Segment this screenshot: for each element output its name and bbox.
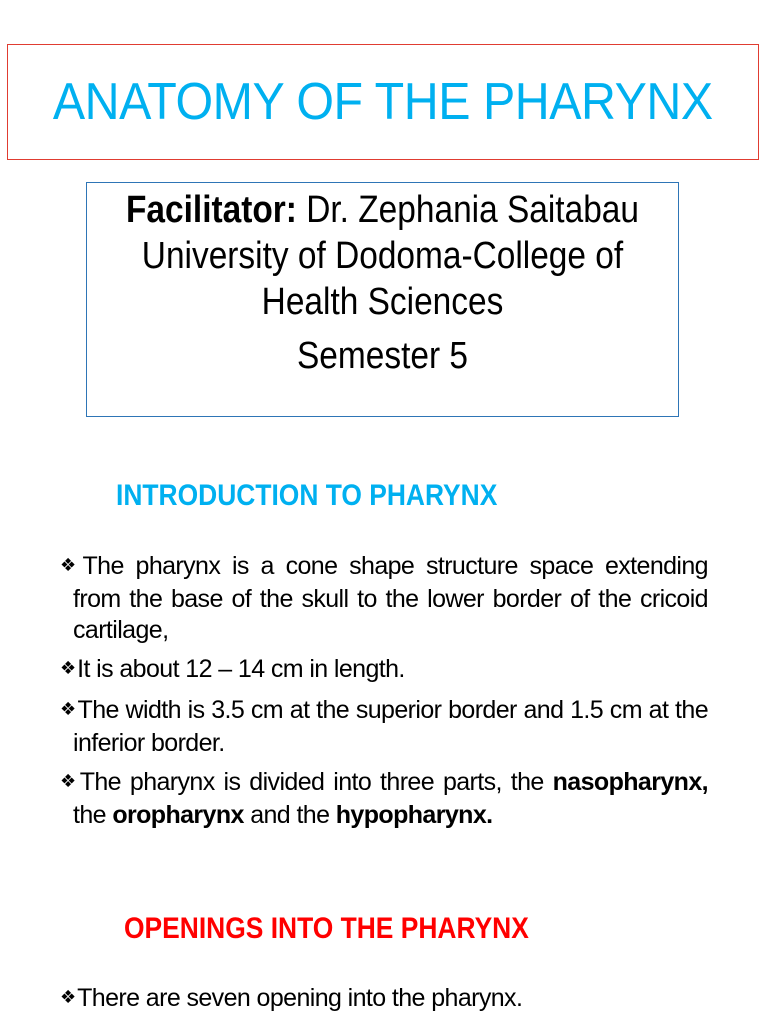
facilitator-info-box (86, 182, 679, 417)
slide-title: ANATOMY OF THE PHARYNX (53, 73, 713, 131)
introduction-bullet-list (60, 551, 708, 839)
term-nasopharynx: nasopharynx, (552, 768, 708, 796)
bullet-text: There are seven opening into the pharynx. (77, 984, 523, 1012)
list-item (60, 767, 708, 831)
facilitator-line (122, 187, 642, 233)
term-hypopharynx: hypopharynx. (335, 801, 493, 829)
list-item (60, 983, 708, 1016)
introduction-heading: INTRODUCTION TO PHARYNX (116, 479, 498, 512)
diamond-bullet-icon: ❖ (60, 771, 79, 792)
list-item (60, 654, 708, 687)
diamond-bullet-icon: ❖ (60, 987, 77, 1008)
diamond-bullet-icon: ❖ (60, 658, 77, 679)
facilitator-name: Dr. Zephania Saitabau (296, 189, 639, 231)
facilitator-label: Facilitator: (125, 189, 297, 231)
list-item (60, 695, 708, 759)
bullet-text: and the (243, 801, 336, 829)
institution-line-2: Health Sciences (261, 281, 504, 323)
bullet-text: The pharynx is a cone shape structure space extending from the base of the skull to the lower border of the cricoid cartilage, (73, 552, 708, 644)
bullet-text: the (73, 801, 113, 829)
bullet-text: It is about 12 – 14 cm in length. (77, 655, 405, 683)
bullet-text: The pharynx is divided into three parts, the (79, 768, 553, 796)
title-box (7, 44, 759, 160)
diamond-bullet-icon: ❖ (60, 555, 82, 576)
list-item (60, 551, 708, 646)
diamond-bullet-icon: ❖ (60, 699, 77, 720)
semester-line: Semester 5 (297, 335, 468, 377)
openings-bullet-list (60, 983, 708, 1024)
term-oropharynx: oropharynx (112, 801, 244, 829)
institution-line-1: University of Dodoma-College of (141, 235, 624, 277)
bullet-text: The width is 3.5 cm at the superior border and 1.5 cm at the inferior border. (73, 696, 709, 757)
openings-heading: OPENINGS INTO THE PHARYNX (124, 912, 529, 945)
